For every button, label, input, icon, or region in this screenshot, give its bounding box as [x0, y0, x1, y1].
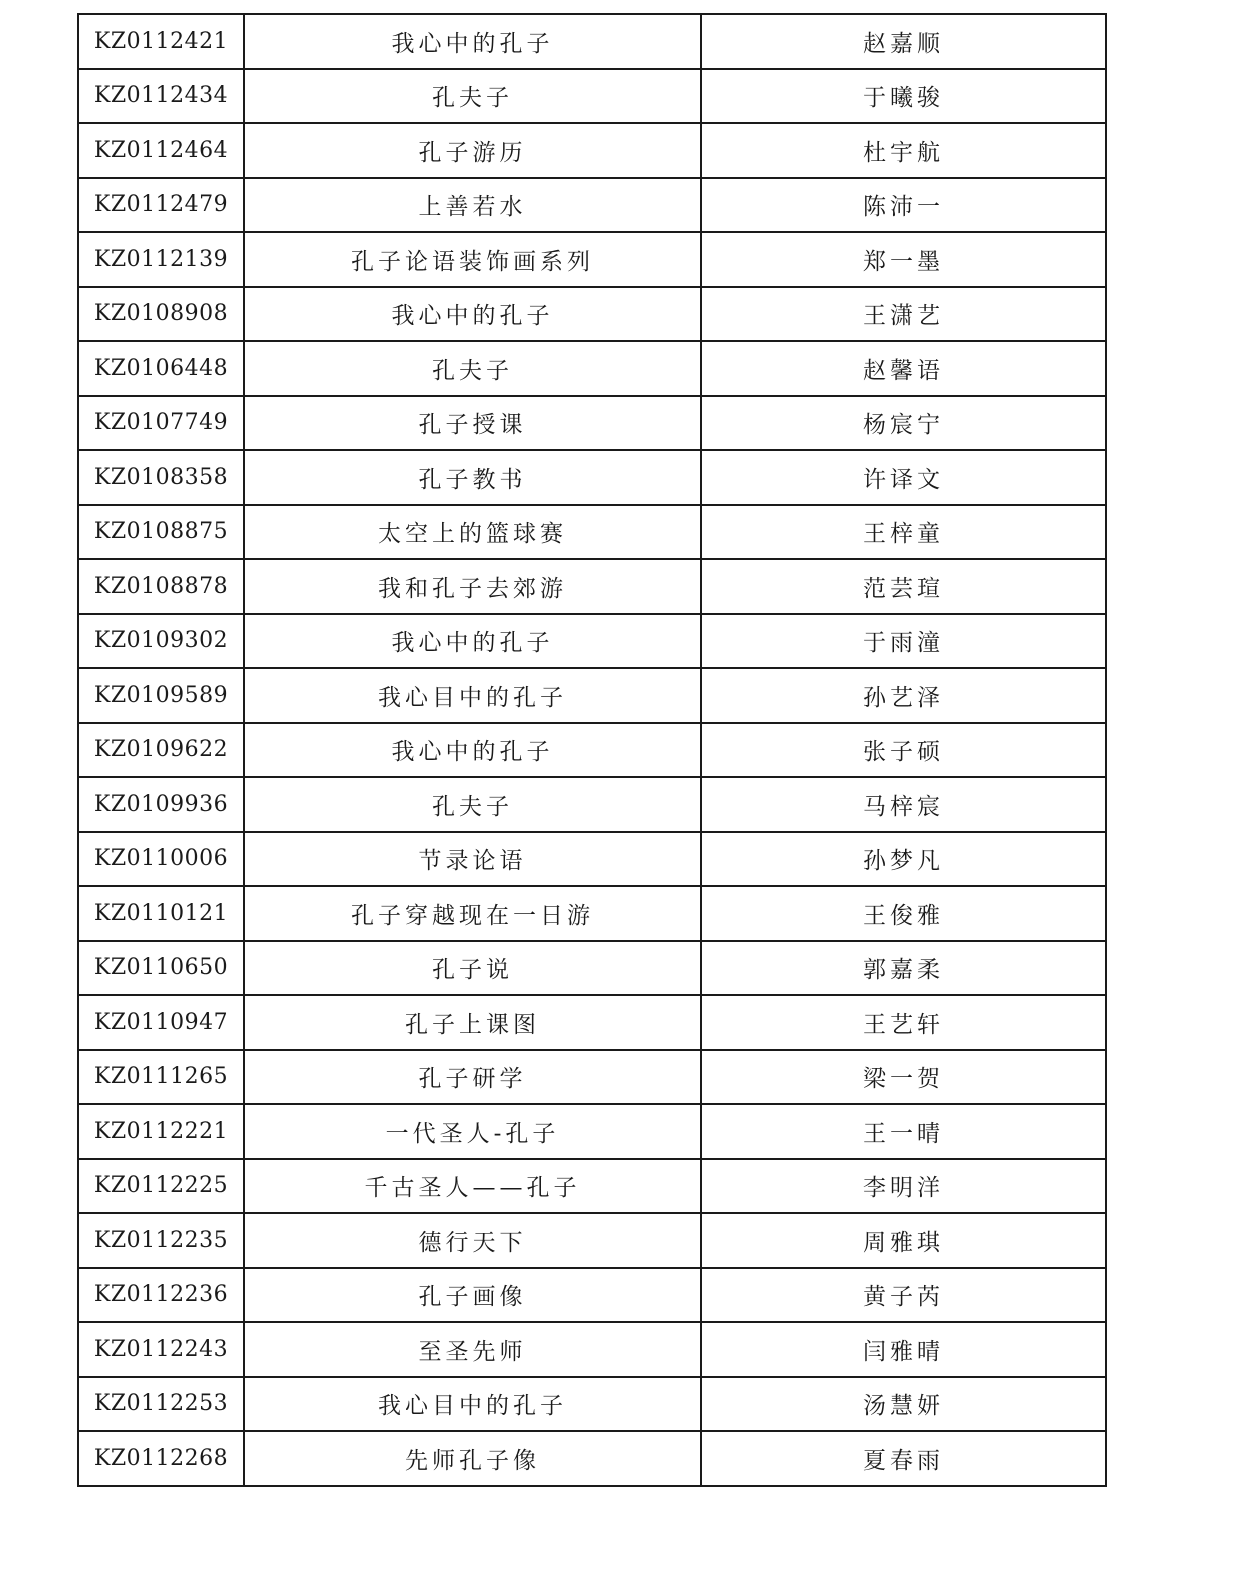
entry-title: 我心中的孔子 [244, 614, 701, 669]
entry-title: 千古圣人——孔子 [244, 1159, 701, 1214]
entry-author: 黄子芮 [701, 1268, 1106, 1323]
entry-author: 杨宸宁 [701, 396, 1106, 451]
table-row [78, 941, 1106, 996]
table-row [78, 1268, 1106, 1323]
entry-title: 先师孔子像 [244, 1431, 701, 1486]
entry-code: KZ0112221 [78, 1104, 244, 1159]
table-row [78, 1050, 1106, 1105]
entry-author: 王俊雅 [701, 886, 1106, 941]
entry-author: 梁一贺 [701, 1050, 1106, 1105]
entry-code: KZ0112225 [78, 1159, 244, 1214]
entry-author: 王梓童 [701, 505, 1106, 560]
entry-author: 马梓宸 [701, 777, 1106, 832]
entry-title: 孔子说 [244, 941, 701, 996]
entry-title: 我和孔子去郊游 [244, 559, 701, 614]
entry-code: KZ0112268 [78, 1431, 244, 1486]
entry-author: 陈沛一 [701, 178, 1106, 233]
table-row [78, 559, 1106, 614]
entry-author: 郑一墨 [701, 232, 1106, 287]
entry-title: 孔子教书 [244, 450, 701, 505]
entry-author: 王艺轩 [701, 995, 1106, 1050]
table-row [78, 886, 1106, 941]
table-row [78, 1322, 1106, 1377]
entry-title: 我心中的孔子 [244, 287, 701, 342]
entry-title: 我心目中的孔子 [244, 1377, 701, 1432]
entry-title: 我心目中的孔子 [244, 668, 701, 723]
entry-author: 范芸瑄 [701, 559, 1106, 614]
entries-table [77, 13, 1107, 1487]
table-row [78, 178, 1106, 233]
table-row [78, 69, 1106, 124]
entry-code: KZ0108908 [78, 287, 244, 342]
table-row [78, 995, 1106, 1050]
entry-code: KZ0108875 [78, 505, 244, 560]
entry-code: KZ0112253 [78, 1377, 244, 1432]
entry-code: KZ0106448 [78, 341, 244, 396]
table-row [78, 14, 1106, 69]
entry-author: 杜宇航 [701, 123, 1106, 178]
table-row [78, 1377, 1106, 1432]
entry-code: KZ0112421 [78, 14, 244, 69]
entry-author: 郭嘉柔 [701, 941, 1106, 996]
table-row [78, 832, 1106, 887]
entry-author: 孙梦凡 [701, 832, 1106, 887]
entry-author: 汤慧妍 [701, 1377, 1106, 1432]
entry-code: KZ0112235 [78, 1213, 244, 1268]
entry-code: KZ0109589 [78, 668, 244, 723]
entry-title: 我心中的孔子 [244, 723, 701, 778]
table-row [78, 505, 1106, 560]
entry-title: 孔子研学 [244, 1050, 701, 1105]
table-row [78, 450, 1106, 505]
entry-code: KZ0110006 [78, 832, 244, 887]
table-row [78, 287, 1106, 342]
entry-code: KZ0107749 [78, 396, 244, 451]
entry-author: 张子硕 [701, 723, 1106, 778]
entry-title: 孔子穿越现在一日游 [244, 886, 701, 941]
table-row [78, 341, 1106, 396]
entry-title: 孔夫子 [244, 341, 701, 396]
entry-code: KZ0110650 [78, 941, 244, 996]
table-row [78, 396, 1106, 451]
entry-title: 孔子论语装饰画系列 [244, 232, 701, 287]
table-row [78, 777, 1106, 832]
entry-author: 赵嘉顺 [701, 14, 1106, 69]
table-row [78, 723, 1106, 778]
entry-author: 于雨潼 [701, 614, 1106, 669]
entry-title: 节录论语 [244, 832, 701, 887]
entry-code: KZ0112464 [78, 123, 244, 178]
entry-code: KZ0109302 [78, 614, 244, 669]
entry-author: 孙艺泽 [701, 668, 1106, 723]
entry-code: KZ0112236 [78, 1268, 244, 1323]
table-row [78, 1431, 1106, 1486]
entry-title: 一代圣人-孔子 [244, 1104, 701, 1159]
entry-title: 至圣先师 [244, 1322, 701, 1377]
entry-title: 上善若水 [244, 178, 701, 233]
entry-title: 孔子游历 [244, 123, 701, 178]
entry-title: 太空上的篮球赛 [244, 505, 701, 560]
entry-title: 孔子上课图 [244, 995, 701, 1050]
entry-code: KZ0112479 [78, 178, 244, 233]
entry-author: 王一晴 [701, 1104, 1106, 1159]
entry-code: KZ0110121 [78, 886, 244, 941]
entries-table-body [78, 14, 1106, 1486]
entry-code: KZ0108878 [78, 559, 244, 614]
table-row [78, 1159, 1106, 1214]
entry-code: KZ0112243 [78, 1322, 244, 1377]
document-page [77, 13, 1105, 1487]
table-row [78, 1213, 1106, 1268]
table-row [78, 668, 1106, 723]
entry-code: KZ0108358 [78, 450, 244, 505]
entry-code: KZ0112139 [78, 232, 244, 287]
entry-author: 夏春雨 [701, 1431, 1106, 1486]
entry-author: 赵馨语 [701, 341, 1106, 396]
entry-code: KZ0109936 [78, 777, 244, 832]
entry-author: 于曦骏 [701, 69, 1106, 124]
entry-author: 李明洋 [701, 1159, 1106, 1214]
entry-code: KZ0110947 [78, 995, 244, 1050]
table-row [78, 123, 1106, 178]
entry-code: KZ0112434 [78, 69, 244, 124]
entry-title: 孔子画像 [244, 1268, 701, 1323]
entry-author: 闫雅晴 [701, 1322, 1106, 1377]
entry-author: 王潇艺 [701, 287, 1106, 342]
table-row [78, 232, 1106, 287]
entry-code: KZ0109622 [78, 723, 244, 778]
table-row [78, 614, 1106, 669]
entry-title: 德行天下 [244, 1213, 701, 1268]
entry-author: 周雅琪 [701, 1213, 1106, 1268]
entry-title: 孔子授课 [244, 396, 701, 451]
entry-title: 孔夫子 [244, 69, 701, 124]
entry-author: 许译文 [701, 450, 1106, 505]
entry-title: 我心中的孔子 [244, 14, 701, 69]
entry-title: 孔夫子 [244, 777, 701, 832]
entry-code: KZ0111265 [78, 1050, 244, 1105]
table-row [78, 1104, 1106, 1159]
